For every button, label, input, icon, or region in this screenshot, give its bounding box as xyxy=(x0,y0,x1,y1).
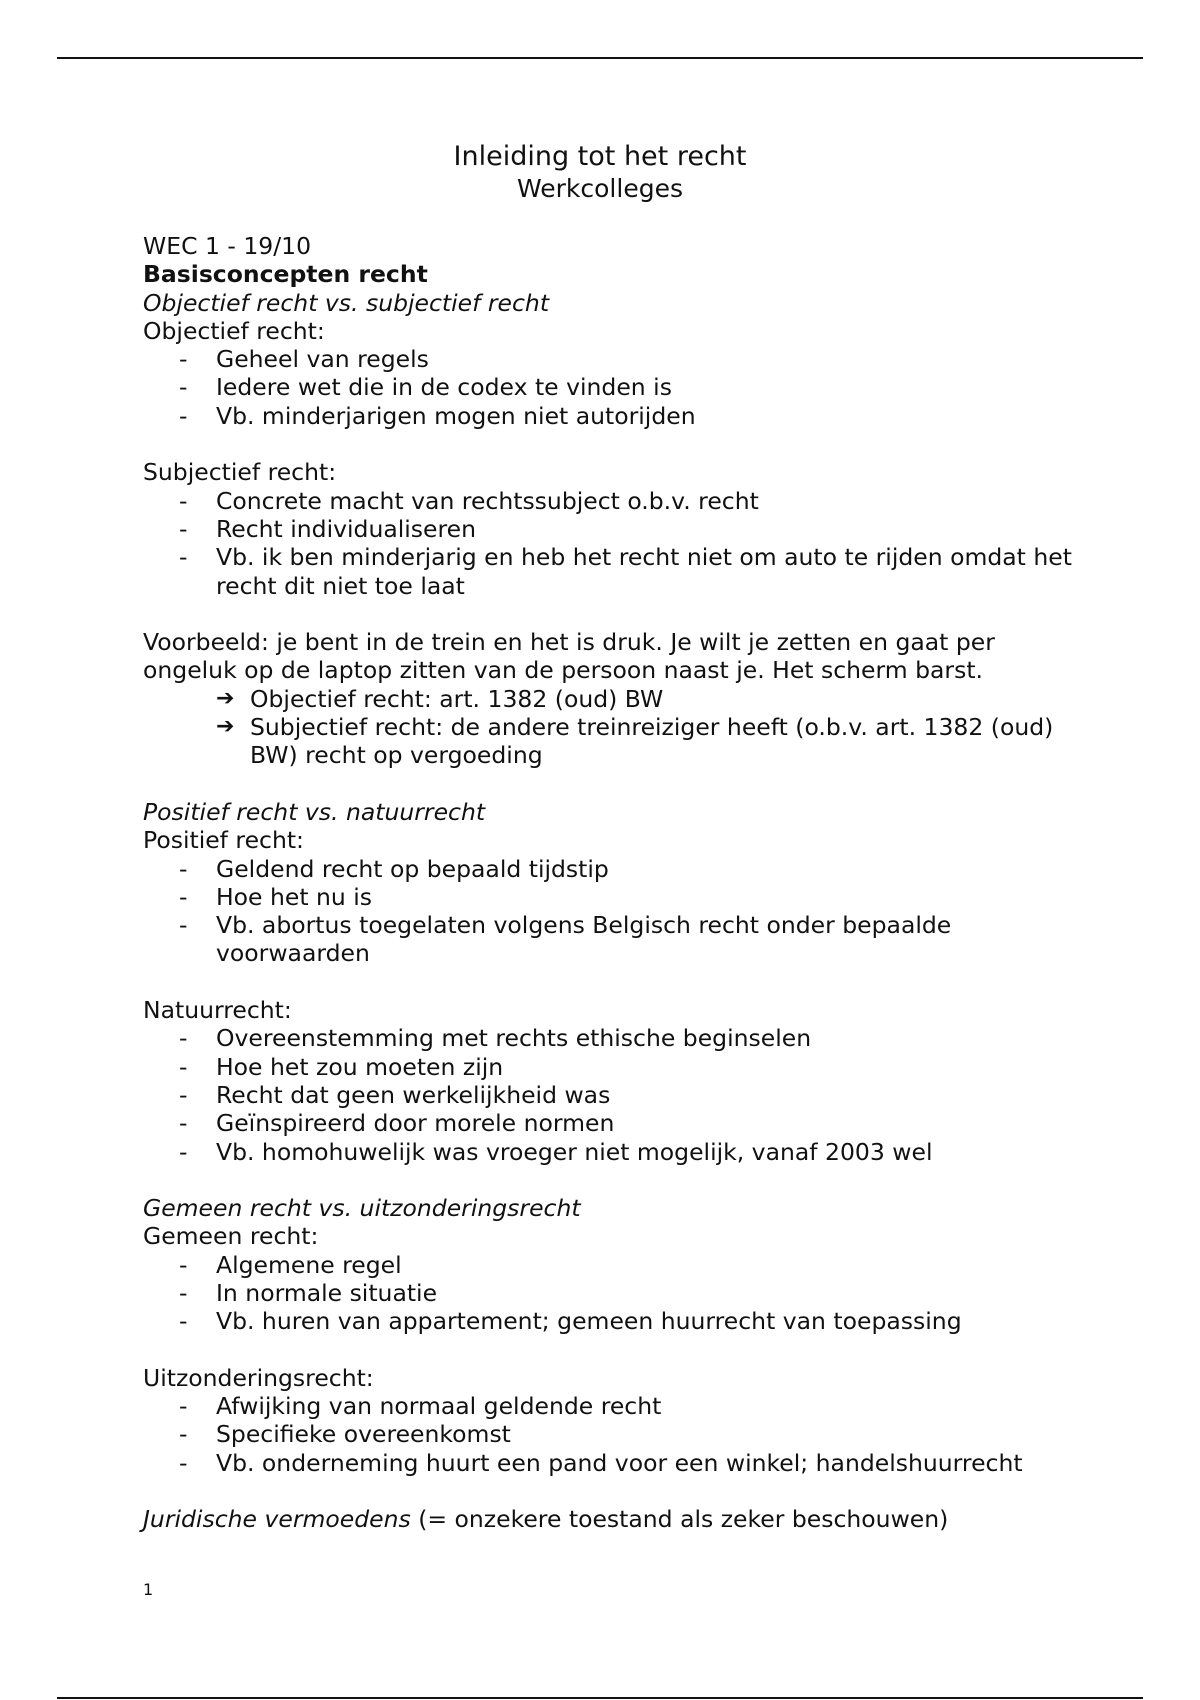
dash-bullet: - xyxy=(179,373,188,402)
list-item: - Specifieke overeenkomst xyxy=(179,1420,511,1449)
dash-bullet: - xyxy=(179,1250,188,1279)
definition-label: Positief recht: xyxy=(143,826,304,855)
list-item: - Vb. huren van appartement; gemeen huurrecht van toepassing xyxy=(179,1307,962,1336)
page-number: 1 xyxy=(143,1580,154,1599)
dash-bullet: - xyxy=(179,1392,188,1421)
arrow-icon: ➔ xyxy=(216,714,235,740)
dash-bullet: - xyxy=(179,911,188,940)
definition-label: Uitzonderingsrecht: xyxy=(143,1363,374,1392)
list-item: - Vb. abortus toegelaten volgens Belgisch recht onder bepaalde voorwaarden xyxy=(179,911,952,968)
list-item: - Vb. onderneming huurt een pand voor een winkel; handelshuurrecht xyxy=(179,1448,1023,1477)
session-label: WEC 1 - 19/10 xyxy=(143,232,312,260)
example-line: ongeluk op de laptop zitten van de persoon naast je. Het scherm barst. xyxy=(143,656,984,685)
dash-bullet: - xyxy=(179,854,188,883)
dash-bullet: - xyxy=(179,1420,188,1449)
list-item: - Algemene regel xyxy=(179,1250,402,1279)
dash-bullet: - xyxy=(179,1278,188,1307)
list-item: - Recht dat geen werkelijkheid was xyxy=(179,1080,611,1109)
topic-definition: (= onzekere toestand als zeker beschouwen) xyxy=(410,1505,949,1534)
list-item: - Geldend recht op bepaald tijdstip xyxy=(179,854,609,883)
document-title: Inleiding tot het recht xyxy=(453,141,747,172)
list-item: - Geïnspireerd door morele normen xyxy=(179,1109,615,1138)
document-body xyxy=(143,232,1103,1534)
section-title: Basisconcepten recht xyxy=(143,260,428,289)
dash-bullet: - xyxy=(179,882,188,911)
dash-bullet: - xyxy=(179,514,188,543)
dash-bullet: - xyxy=(179,1109,188,1138)
list-item: - Vb. homohuwelijk was vroeger niet mogelijk, vanaf 2003 wel xyxy=(179,1137,933,1166)
list-item: - Hoe het nu is xyxy=(179,882,373,911)
dash-bullet: - xyxy=(179,1080,188,1109)
dash-bullet: - xyxy=(179,543,188,572)
definition-label: Gemeen recht: xyxy=(143,1222,319,1251)
list-item: - Vb. ik ben minderjarig en heb het recht niet om auto te rijden omdat het recht dit niet toe laat xyxy=(179,543,1072,600)
arrow-item: ➔ Subjectief recht: de andere treinreiziger heeft (o.b.v. art. 1382 (oud) BW) recht op vergoeding xyxy=(216,713,1054,770)
definition-label: Natuurrecht: xyxy=(143,996,292,1025)
topic-line xyxy=(143,1505,1103,1533)
bottom-rule xyxy=(57,1697,1143,1699)
definition-label: Subjectief recht: xyxy=(143,458,337,487)
topic-title: Gemeen recht vs. uitzonderingsrecht xyxy=(143,1194,581,1223)
list-item: - In normale situatie xyxy=(179,1278,438,1307)
dash-bullet: - xyxy=(179,486,188,515)
arrow-icon: ➔ xyxy=(216,685,235,711)
topic-title: Objectief recht vs. subjectief recht xyxy=(143,288,550,317)
list-item: - Concrete macht van rechtssubject o.b.v. recht xyxy=(179,486,759,515)
dash-bullet: - xyxy=(179,1052,188,1081)
top-rule xyxy=(57,57,1143,59)
dash-bullet: - xyxy=(179,1307,188,1336)
list-item: - Afwijking van normaal geldende recht xyxy=(179,1392,662,1421)
dash-bullet: - xyxy=(179,1448,188,1477)
dash-bullet: - xyxy=(179,401,188,430)
topic-title: Positief recht vs. natuurrecht xyxy=(143,797,486,826)
topic-term: Juridische vermoedens xyxy=(143,1505,411,1534)
list-item: - Recht individualiseren xyxy=(179,514,477,543)
definition-label: Objectief recht: xyxy=(143,316,325,345)
document-subtitle: Werkcolleges xyxy=(517,174,683,203)
list-item: - Vb. minderjarigen mogen niet autorijden xyxy=(179,401,696,430)
dash-bullet: - xyxy=(179,345,188,374)
arrow-item: ➔ Objectief recht: art. 1382 (oud) BW xyxy=(216,684,664,713)
dash-bullet: - xyxy=(179,1137,188,1166)
document-header xyxy=(0,140,1200,204)
list-item: - Hoe het zou moeten zijn xyxy=(179,1052,504,1081)
list-item: - Overeenstemming met rechts ethische beginselen xyxy=(179,1024,812,1053)
dash-bullet: - xyxy=(179,1024,188,1053)
example-line: Voorbeeld: je bent in de trein en het is druk. Je wilt je zetten en gaat per xyxy=(143,628,995,657)
list-item: - Iedere wet die in de codex te vinden is xyxy=(179,373,672,402)
list-item: - Geheel van regels xyxy=(179,345,429,374)
